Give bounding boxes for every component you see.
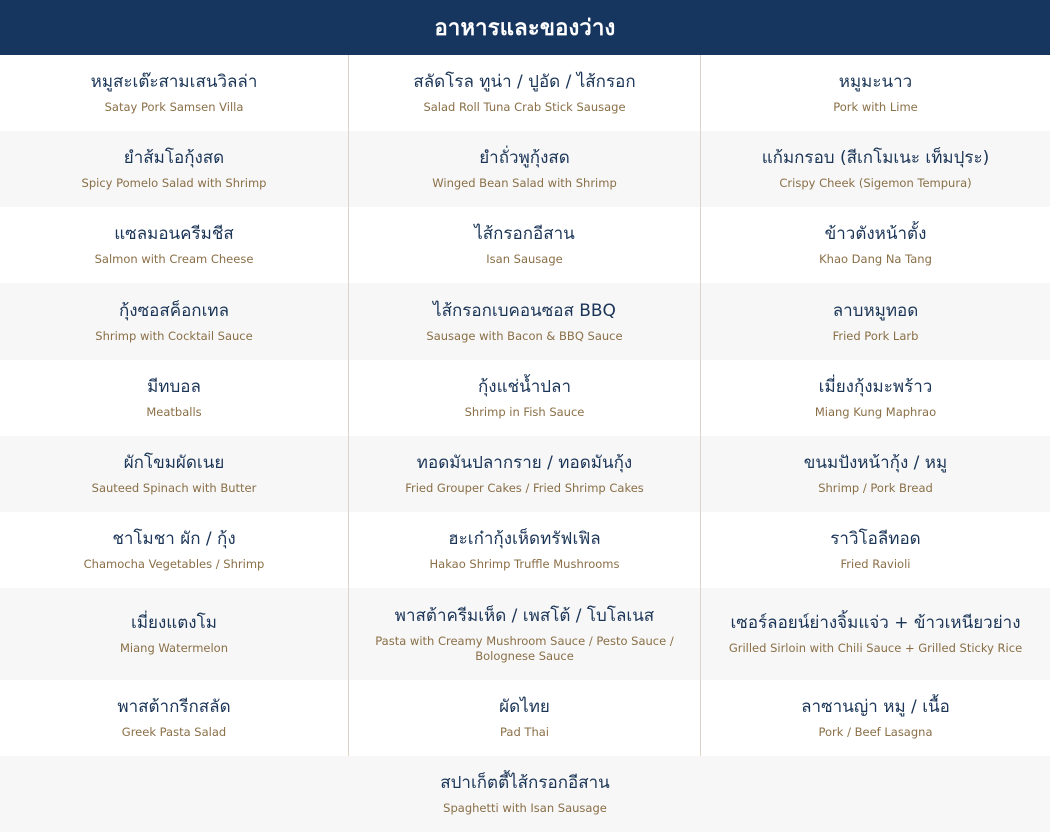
menu-row [0,131,1050,207]
menu-item [349,360,701,436]
menu-row [0,512,1050,588]
menu-item-thai-name: หมูมะนาว [838,72,913,92]
menu-item [701,680,1050,756]
menu-item [349,207,701,283]
menu-item [0,756,1050,832]
menu-item-thai-name: ยำส้มโอกุ้งสด [123,148,225,168]
menu-item [0,588,349,680]
menu-row [0,588,1050,680]
menu-item-thai-name: ลาซานญ่า หมู / เนื้อ [801,697,950,717]
menu-item-english-name: Miang Kung Maphrao [814,405,937,419]
menu-item [701,512,1050,588]
menu-item [701,131,1050,207]
menu-item-thai-name: กุ้งแช่น้ำปลา [477,377,571,397]
menu-row [0,207,1050,283]
menu-item-thai-name: เมี่ยงแตงโม [131,613,217,633]
menu-item-thai-name: มีทบอล [147,377,201,397]
menu-row [0,756,1050,832]
menu-item [0,55,349,131]
menu-item-english-name: Isan Sausage [486,252,563,266]
menu-item-thai-name: หมูสะเต๊ะสามเสนวิลล่า [90,72,258,92]
menu-item-thai-name: ชาโมชา ผัก / กุ้ง [112,529,236,549]
menu-item-thai-name: ทอดมันปลากราย / ทอดมันกุ้ง [416,453,633,473]
menu-item-english-name: Salmon with Cream Cheese [94,252,254,266]
menu-item-thai-name: ฮะเก๋ากุ้งเห็ดทรัฟเฟิล [448,529,601,549]
menu-item [701,283,1050,360]
menu-item-thai-name: ราวิโอลีทอด [830,529,921,549]
menu-item [701,588,1050,680]
menu-item [0,283,349,360]
menu-row [0,283,1050,360]
menu-item [0,680,349,756]
menu-row [0,680,1050,756]
menu-item-english-name: Greek Pasta Salad [121,725,227,739]
menu-item-english-name: Pork / Beef Lasagna [818,725,933,739]
menu-item-english-name: Shrimp in Fish Sauce [464,405,585,419]
menu-row [0,360,1050,436]
menu-item [0,436,349,512]
menu-item-english-name: Chamocha Vegetables / Shrimp [83,557,265,571]
menu-item [349,55,701,131]
menu-item-thai-name: ผักโขมผัดเนย [123,453,225,473]
menu-item-thai-name: สลัดโรล ทูน่า / ปูอัด / ไส้กรอก [413,72,636,92]
menu-item-thai-name: ไส้กรอกเบคอนซอส BBQ [433,300,616,321]
menu-item-english-name: Spaghetti with Isan Sausage [443,801,607,815]
menu-row [0,436,1050,512]
menu-item-thai-name: พาสต้ากรีกสลัด [117,697,231,717]
menu-item [349,512,701,588]
menu-item-thai-name: ข้าวตังหน้าตั้ง [824,224,927,244]
menu-item-thai-name: ลาบหมูทอด [832,300,919,321]
menu-item-english-name: Miang Watermelon [120,641,228,655]
menu-item-english-name: Crispy Cheek (Sigemon Tempura) [779,176,972,190]
menu-item-english-name: Fried Pork Larb [832,328,919,343]
menu-item-english-name: Satay Pork Samsen Villa [104,100,244,114]
menu-item-thai-name: ยำถั่วพูกุ้งสด [479,148,570,168]
menu-item [701,436,1050,512]
menu-item-english-name: Salad Roll Tuna Crab Stick Sausage [423,100,626,114]
menu-item [0,512,349,588]
menu-item-english-name: Winged Bean Salad with Shrimp [432,176,617,190]
menu-item [349,436,701,512]
menu-item-thai-name: พาสต้าครีมเห็ด / เพสโต้ / โบโลเนส [394,605,655,626]
menu-item-english-name: Fried Ravioli [840,557,911,571]
menu-item-thai-name: แก้มกรอบ (สีเกโมเนะ เท็มปุระ) [761,148,990,168]
menu-item [0,360,349,436]
menu-title: อาหารและของว่าง [434,16,616,41]
menu-item [349,588,701,680]
menu-item-english-name: Pork with Lime [833,100,918,114]
menu-item-english-name: Sausage with Bacon & BBQ Sauce [426,328,623,343]
menu-item-thai-name: กุ้งซอสค็อกเทล [118,300,230,321]
menu-item-thai-name: สปาเก็ตตี้ไส้กรอกอีสาน [440,773,610,793]
menu-item-thai-name: เมี่ยงกุ้งมะพร้าว [818,377,933,397]
menu-item [701,207,1050,283]
menu-row [0,55,1050,131]
menu-item-english-name: Khao Dang Na Tang [819,252,932,266]
menu-item-english-name: Spicy Pomelo Salad with Shrimp [81,176,267,190]
menu-item-thai-name: เซอร์ลอยน์ย่างจิ้มแจ่ว + ข้าวเหนียวย่าง [730,613,1021,633]
menu-item-english-name: Pad Thai [500,725,549,739]
menu-item-english-name: Hakao Shrimp Truffle Mushrooms [429,557,620,571]
menu-item [349,680,701,756]
menu-item-english-name: Shrimp with Cocktail Sauce [95,328,253,343]
menu-item [349,283,701,360]
menu-item-english-name: Sauteed Spinach with Butter [91,481,257,495]
menu-item-english-name: Meatballs [146,405,202,419]
menu-item [0,131,349,207]
menu-item-english-name: Shrimp / Pork Bread [818,481,933,495]
menu-item-english-name: Grilled Sirloin with Chili Sauce + Grilled Sticky Rice [728,641,1023,655]
menu-item-thai-name: ขนมปังหน้ากุ้ง / หมู [803,453,948,473]
menu-item [701,360,1050,436]
menu-grid [0,55,1050,832]
menu-item [349,131,701,207]
menu-item-english-name: Pasta with Creamy Mushroom Sauce / Pesto Sauce / Bolognese Sauce [375,633,674,663]
menu-item [0,207,349,283]
menu-header [0,0,1050,55]
menu-item [701,55,1050,131]
menu-item-thai-name: แซลมอนครีมชีส [114,224,234,244]
menu-item-english-name: Fried Grouper Cakes / Fried Shrimp Cakes [405,481,644,495]
menu-item-thai-name: ไส้กรอกอีสาน [474,224,575,244]
menu-item-thai-name: ผัดไทย [499,697,550,717]
